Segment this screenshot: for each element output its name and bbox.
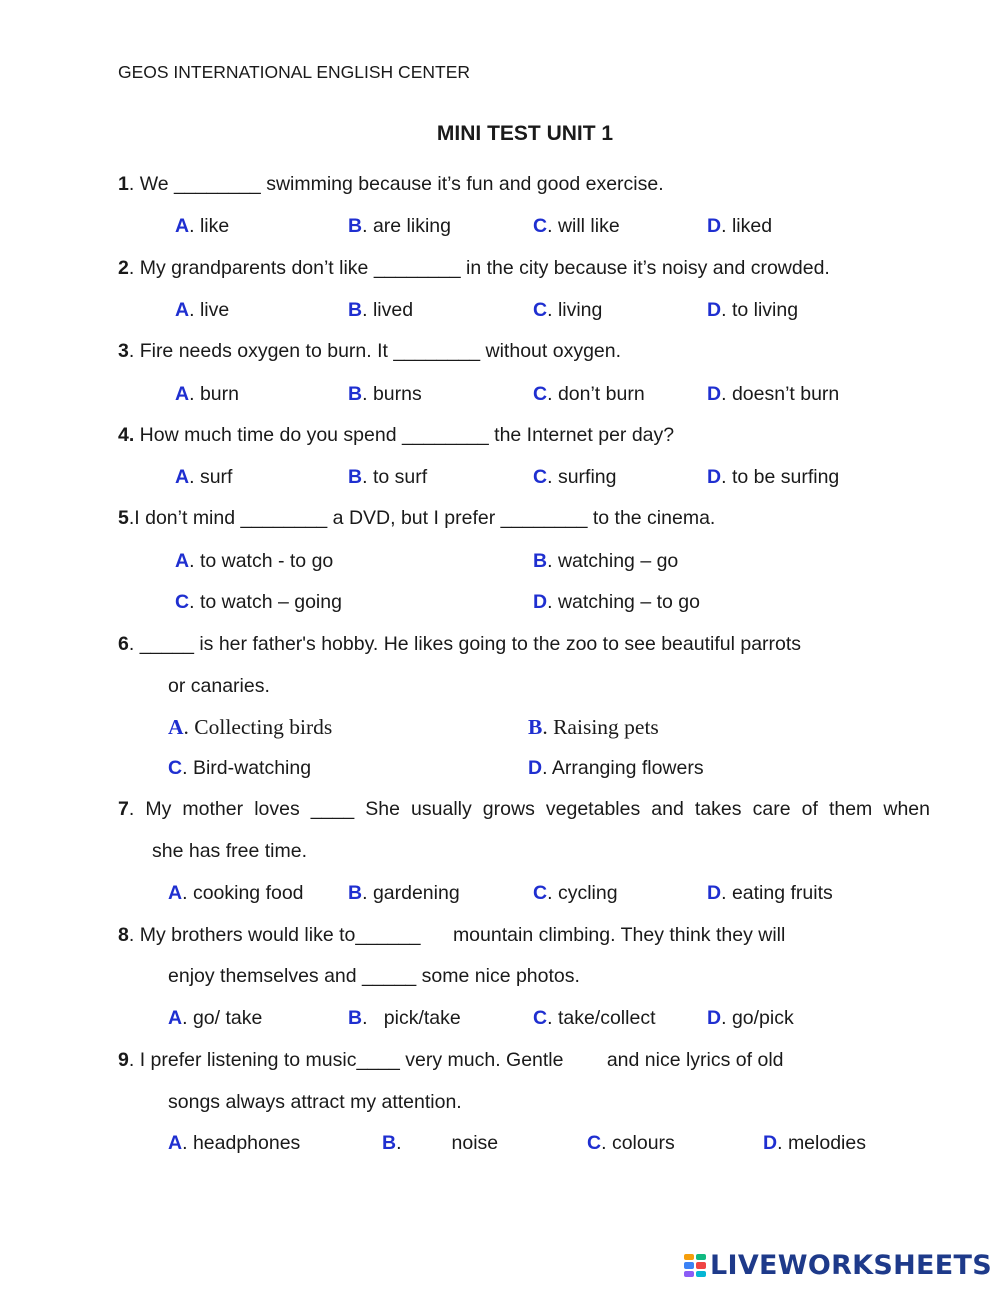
q4-option-a[interactable]: A. surf [175,466,233,488]
question-5 [118,507,715,530]
q5-option-d[interactable]: D. watching – to go [533,591,700,613]
q3-option-c[interactable]: C. don’t burn [533,383,645,405]
question-7 [118,798,930,821]
question-text: . I prefer listening to music____ very much. Gentle and nice lyrics of old [128,1049,784,1071]
q6-option-d[interactable]: D. Arranging flowers [528,757,704,779]
q6-option-b[interactable]: B. Raising pets [528,715,659,739]
q3-option-d[interactable]: D. doesn’t burn [707,383,840,405]
question-1 [118,173,664,196]
q9-option-d[interactable]: D. melodies [763,1132,866,1154]
q2-option-a[interactable]: A. live [175,299,230,321]
q3-option-b[interactable]: B. burns [348,383,422,405]
question-number: 8 [118,924,129,946]
q6-option-a[interactable]: A. Collecting birds [168,715,333,739]
school-name: GEOS INTERNATIONAL ENGLISH CENTER [118,62,470,82]
question-number: 9 [118,1049,129,1071]
question-2 [118,257,830,280]
liveworksheets-logo[interactable] [684,1250,992,1281]
q1-option-d[interactable]: D. liked [707,215,773,237]
question-number: 3 [118,340,129,362]
q6-option-c[interactable]: C. Bird-watching [168,757,312,779]
question-number: 7 [118,798,129,820]
q7-option-c[interactable]: C. cycling [533,882,618,904]
question-number: 5 [118,507,129,529]
question-7-continued: she has free time. [152,840,307,862]
question-8-continued: enjoy themselves and _____ some nice photos. [168,965,580,987]
q1-option-a[interactable]: A. like [175,215,230,237]
q8-option-b[interactable]: B. pick/take [348,1007,461,1029]
q8-option-d[interactable]: D. go/pick [707,1007,794,1029]
q7-option-a[interactable]: A. cooking food [168,882,304,904]
q2-option-b[interactable]: B. lived [348,299,414,321]
question-6-continued: or canaries. [168,675,270,697]
question-text: . We ________ swimming because it’s fun and good exercise. [128,173,664,195]
page-title: MINI TEST UNIT 1 [436,122,614,145]
q9-option-c[interactable]: C. colours [587,1132,675,1154]
question-6 [118,633,801,656]
q4-option-b[interactable]: B. to surf [348,466,428,488]
question-3 [118,340,621,363]
q4-option-c[interactable]: C. surfing [533,466,617,488]
q9-option-b[interactable]: B. noise [382,1132,499,1154]
question-text: . Fire needs oxygen to burn. It ________ without oxygen. [128,340,622,362]
q7-option-b[interactable]: B. gardening [348,882,460,904]
question-text: . My grandparents don’t like ________ in the city because it’s noisy and crowded. [128,257,830,279]
question-number: 6 [118,633,129,655]
q2-option-c[interactable]: C. living [533,299,603,321]
question-text: How much time do you spend ________ the Internet per day? [134,424,675,446]
q2-option-d[interactable]: D. to living [707,299,799,321]
q4-option-d[interactable]: D. to be surfing [707,466,840,488]
question-text: . My mother loves ____ She usually grows vegetables and takes care of them when [128,798,930,820]
q1-option-b[interactable]: B. are liking [348,215,451,237]
q7-option-d[interactable]: D. eating fruits [707,882,833,904]
q5-option-a[interactable]: A. to watch - to go [175,550,334,572]
q5-option-c[interactable]: C. to watch – going [175,591,342,613]
question-text: .I don’t mind ________ a DVD, but I prefer ________ to the cinema. [128,507,716,529]
question-number: 1 [118,173,129,195]
logo-mark-icon [684,1254,706,1278]
question-9 [118,1049,784,1072]
logo-text: LIVEWORKSHEETS [709,1250,992,1281]
question-number: 2 [118,257,129,279]
q8-option-c[interactable]: C. take/collect [533,1007,656,1029]
question-9-continued: songs always attract my attention. [168,1091,462,1113]
question-text: . My brothers would like to______ mountain climbing. They think they will [128,924,786,946]
question-number: 4. [118,424,135,446]
q1-option-c[interactable]: C. will like [533,215,620,237]
q8-option-a[interactable]: A. go/ take [168,1007,263,1029]
question-8 [118,924,785,947]
q9-option-a[interactable]: A. headphones [168,1132,301,1154]
question-4 [118,424,674,447]
q3-option-a[interactable]: A. burn [175,383,239,405]
question-text: . _____ is her father's hobby. He likes going to the zoo to see beautiful parrots [128,633,802,655]
q5-option-b[interactable]: B. watching – go [533,550,679,572]
